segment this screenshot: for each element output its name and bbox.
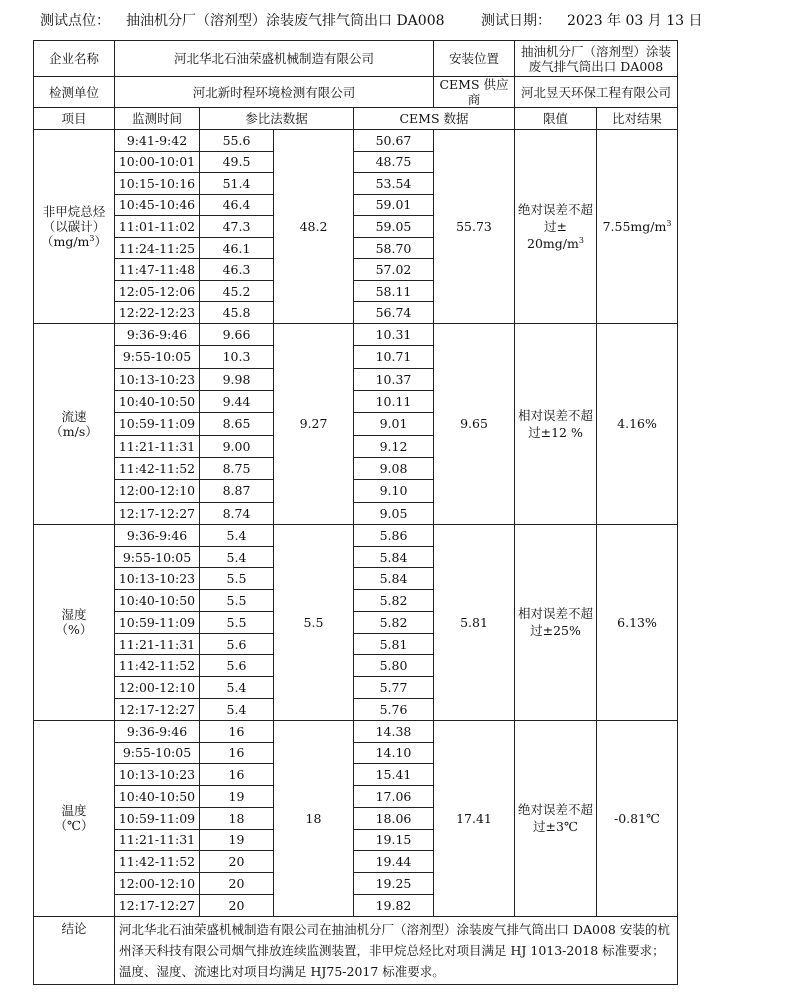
item-name — [34, 720, 115, 916]
inspector-value: 河北新时程环境检测有限公司 — [115, 77, 434, 108]
reference-value: 5.4 — [200, 699, 274, 721]
monitor-time: 12:22-12:23 — [115, 302, 200, 324]
cems-value: 9.08 — [354, 457, 434, 479]
result-text: 4.16% — [617, 416, 657, 432]
col-header-reference: 参比法数据 — [200, 108, 354, 130]
location-value: 抽油机分厂（溶剂型）涂装废气排气筒出口 DA008 — [515, 41, 678, 77]
cems-value: 5.82 — [354, 611, 434, 633]
reference-average: 48.2 — [274, 130, 354, 324]
reference-value: 16 — [200, 720, 274, 742]
limit-line: 相对误差不超过±12 % — [517, 407, 593, 440]
cems-value: 5.86 — [354, 524, 434, 546]
item-name-tail: ） — [94, 233, 108, 249]
reference-value: 46.3 — [200, 259, 274, 281]
cems-value: 19.44 — [354, 851, 434, 873]
monitor-time: 11:01-11:02 — [115, 216, 200, 238]
item-name-line: （m/s） — [50, 423, 98, 439]
cems-value: 5.76 — [354, 699, 434, 721]
item-name — [34, 524, 115, 720]
col-header-cems: CEMS 数据 — [354, 108, 515, 130]
cems-value: 5.84 — [354, 546, 434, 568]
limit-line: 相对误差不超过±25% — [517, 606, 593, 639]
cems-average: 9.65 — [434, 323, 515, 524]
monitor-time: 12:05-12:06 — [115, 280, 200, 302]
cems-average: 5.81 — [434, 524, 515, 720]
monitor-time: 11:21-11:31 — [115, 829, 200, 851]
conclusion-text: 河北华北石油荣盛机械制造有限公司在抽油机分厂（溶剂型）涂装废气排气筒出口 DA008 安装的杭州泽天科技有限公司烟气排放连续监测装置，非甲烷总烃比对项目满足 HJ 1013-2018 标准要求；温度、湿度、流速比对项目均满足 HJ75-2017 标准要求。 — [115, 916, 678, 984]
col-header-result: 比对结果 — [597, 108, 678, 130]
reference-value: 55.6 — [200, 130, 274, 152]
monitor-time: 11:42-11:52 — [115, 851, 200, 873]
cems-value: 56.74 — [354, 302, 434, 324]
monitor-time: 10:13-10:23 — [115, 568, 200, 590]
reference-value: 5.5 — [200, 590, 274, 612]
limit-value — [515, 720, 597, 916]
monitor-time: 11:24-11:25 — [115, 237, 200, 259]
reference-value: 8.87 — [200, 480, 274, 502]
item-name-line: 湿度 — [61, 607, 87, 623]
monitor-time: 10:59-11:09 — [115, 413, 200, 435]
conclusion-row — [34, 916, 678, 984]
cems-value: 17.06 — [354, 786, 434, 808]
monitor-time: 11:42-11:52 — [115, 457, 200, 479]
cems-value: 19.82 — [354, 894, 434, 916]
reference-value: 45.8 — [200, 302, 274, 324]
cems-value: 59.05 — [354, 216, 434, 238]
item-name-line: 非甲烷总烃 — [42, 203, 106, 219]
cems-value: 5.82 — [354, 590, 434, 612]
cems-value: 10.37 — [354, 368, 434, 390]
limit-value — [515, 130, 597, 324]
cems-value: 9.12 — [354, 435, 434, 457]
item-name — [34, 323, 115, 524]
reference-value: 9.00 — [200, 435, 274, 457]
location-label: 安装位置 — [434, 41, 515, 77]
limit-unit-sup: 3 — [578, 235, 584, 245]
cems-value: 5.77 — [354, 677, 434, 699]
test-point-label: 测试点位： — [40, 13, 110, 29]
conclusion-label: 结论 — [34, 916, 115, 984]
monitor-time: 9:55-10:05 — [115, 546, 200, 568]
cems-average: 55.73 — [434, 130, 515, 324]
reference-value: 8.65 — [200, 413, 274, 435]
limit-value — [515, 323, 597, 524]
reference-value: 20 — [200, 851, 274, 873]
monitor-time: 11:21-11:31 — [115, 633, 200, 655]
table-row — [34, 130, 678, 152]
cems-value: 14.38 — [354, 720, 434, 742]
reference-average: 9.27 — [274, 323, 354, 524]
company-value: 河北华北石油荣盛机械制造有限公司 — [115, 41, 434, 77]
test-date-label: 测试日期： — [480, 13, 551, 29]
result-text: -0.81℃ — [613, 810, 661, 826]
monitor-time: 10:40-10:50 — [115, 786, 200, 808]
comparison-result — [597, 323, 678, 524]
item-name-line: 流速 — [61, 408, 87, 424]
info-row-inspector — [34, 77, 678, 108]
cems-value: 9.10 — [354, 480, 434, 502]
info-row-company — [34, 41, 678, 77]
reference-value: 16 — [200, 764, 274, 786]
monitor-time: 10:40-10:50 — [115, 390, 200, 412]
reference-value: 9.98 — [200, 368, 274, 390]
cems-value: 15.41 — [354, 764, 434, 786]
limit-line: 绝对误差不超过± — [517, 201, 593, 234]
reference-value: 47.3 — [200, 216, 274, 238]
test-date-value: 2023 年 03 月 13 日 — [566, 13, 703, 29]
column-header-row — [34, 108, 678, 130]
cems-value: 5.84 — [354, 568, 434, 590]
reference-average: 5.5 — [274, 524, 354, 720]
cems-value: 5.81 — [354, 633, 434, 655]
reference-value: 20 — [200, 873, 274, 895]
result-unit-sup: 3 — [666, 218, 672, 228]
reference-value: 5.4 — [200, 677, 274, 699]
monitor-time: 9:55-10:05 — [115, 742, 200, 764]
monitor-time: 11:42-11:52 — [115, 655, 200, 677]
monitor-time: 10:59-11:09 — [115, 807, 200, 829]
monitor-time: 12:17-12:27 — [115, 894, 200, 916]
reference-value: 51.4 — [200, 173, 274, 195]
cems-value: 10.71 — [354, 346, 434, 368]
item-name-line: （mg/m — [40, 233, 90, 249]
limit-line: 绝对误差不超过±3℃ — [517, 802, 593, 835]
col-header-limit: 限值 — [515, 108, 597, 130]
cems-value: 58.11 — [354, 280, 434, 302]
cems-value: 5.80 — [354, 655, 434, 677]
cems-value: 10.11 — [354, 390, 434, 412]
reference-value: 46.1 — [200, 237, 274, 259]
cems-value: 14.10 — [354, 742, 434, 764]
monitor-time: 12:00-12:10 — [115, 677, 200, 699]
reference-value: 19 — [200, 786, 274, 808]
monitor-time: 11:47-11:48 — [115, 259, 200, 281]
monitor-time: 9:36-9:46 — [115, 720, 200, 742]
inspector-label: 检测单位 — [34, 77, 115, 108]
reference-value: 5.5 — [200, 568, 274, 590]
item-name-line: （%） — [55, 622, 93, 638]
monitor-time: 10:13-10:23 — [115, 764, 200, 786]
monitor-time: 12:17-12:27 — [115, 502, 200, 524]
test-point-value: 抽油机分厂（溶剂型）涂装废气排气筒出口 DA008 — [126, 13, 445, 29]
cems-value: 9.01 — [354, 413, 434, 435]
reference-value: 18 — [200, 807, 274, 829]
result-text: 7.55mg/m — [602, 218, 667, 234]
comparison-table — [33, 40, 678, 985]
reference-value: 5.6 — [200, 655, 274, 677]
table-row — [34, 323, 678, 345]
reference-value: 5.5 — [200, 611, 274, 633]
reference-value: 9.44 — [200, 390, 274, 412]
limit-line: 20mg/m — [527, 235, 579, 251]
reference-value: 10.3 — [200, 346, 274, 368]
cems-value: 19.25 — [354, 873, 434, 895]
monitor-time: 10:00-10:01 — [115, 151, 200, 173]
cems-value: 19.15 — [354, 829, 434, 851]
report-header — [40, 10, 734, 30]
monitor-time: 11:21-11:31 — [115, 435, 200, 457]
cems-value: 53.54 — [354, 173, 434, 195]
comparison-result — [597, 524, 678, 720]
reference-value: 19 — [200, 829, 274, 851]
reference-value: 16 — [200, 742, 274, 764]
cems-value: 18.06 — [354, 807, 434, 829]
item-unit-sup: 3 — [89, 233, 95, 243]
cems-value: 48.75 — [354, 151, 434, 173]
monitor-time: 10:13-10:23 — [115, 368, 200, 390]
monitor-time: 10:40-10:50 — [115, 590, 200, 612]
monitor-time: 12:00-12:10 — [115, 873, 200, 895]
monitor-time: 10:59-11:09 — [115, 611, 200, 633]
monitor-time: 10:15-10:16 — [115, 173, 200, 195]
reference-value: 5.6 — [200, 633, 274, 655]
test-point — [40, 13, 461, 29]
company-label: 企业名称 — [34, 41, 115, 77]
item-name — [34, 130, 115, 324]
monitor-time: 9:36-9:46 — [115, 323, 200, 345]
table-row — [34, 524, 678, 546]
monitor-time: 9:41-9:42 — [115, 130, 200, 152]
cems-average: 17.41 — [434, 720, 515, 916]
reference-value: 5.4 — [200, 546, 274, 568]
cems-value: 58.70 — [354, 237, 434, 259]
reference-value: 46.4 — [200, 194, 274, 216]
reference-value: 45.2 — [200, 280, 274, 302]
item-name-line: （℃） — [54, 818, 94, 834]
reference-value: 8.74 — [200, 502, 274, 524]
cems-value: 57.02 — [354, 259, 434, 281]
item-name-line: 温度 — [61, 803, 87, 819]
monitor-time: 12:00-12:10 — [115, 480, 200, 502]
col-header-time: 监测时间 — [115, 108, 200, 130]
supplier-value: 河北昱天环保工程有限公司 — [515, 77, 678, 108]
result-text: 6.13% — [617, 614, 657, 630]
monitor-time: 9:36-9:46 — [115, 524, 200, 546]
reference-average: 18 — [274, 720, 354, 916]
reference-value: 9.66 — [200, 323, 274, 345]
reference-value: 20 — [200, 894, 274, 916]
col-header-item: 项目 — [34, 108, 115, 130]
cems-value: 59.01 — [354, 194, 434, 216]
monitor-time: 10:45-10:46 — [115, 194, 200, 216]
reference-value: 49.5 — [200, 151, 274, 173]
monitor-time: 12:17-12:27 — [115, 699, 200, 721]
cems-value: 10.31 — [354, 323, 434, 345]
monitor-time: 9:55-10:05 — [115, 346, 200, 368]
test-date — [481, 13, 719, 29]
supplier-label: CEMS 供应商 — [434, 77, 515, 108]
cems-value: 50.67 — [354, 130, 434, 152]
comparison-result — [597, 720, 678, 916]
reference-value: 5.4 — [200, 524, 274, 546]
comparison-result — [597, 130, 678, 324]
item-name-line: （以碳计） — [42, 218, 106, 234]
reference-value: 8.75 — [200, 457, 274, 479]
limit-value — [515, 524, 597, 720]
cems-value: 9.05 — [354, 502, 434, 524]
table-row — [34, 720, 678, 742]
